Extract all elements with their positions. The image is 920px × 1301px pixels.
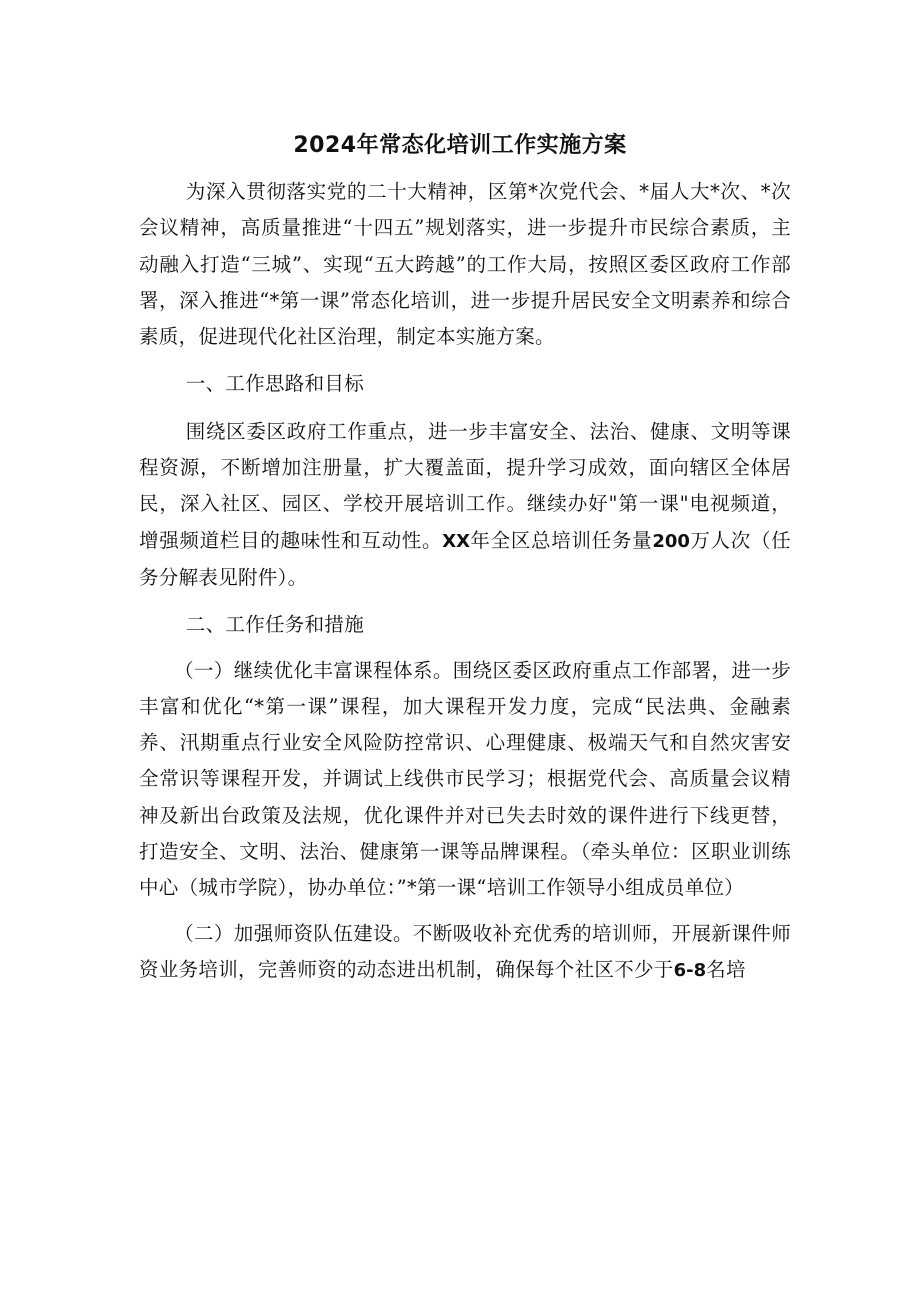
goals-text-c: 万人次（任务分解表见附件）。 <box>139 528 791 589</box>
section-heading-tasks: 二、工作任务和措施 <box>185 613 364 637</box>
tasks-item-1: （一）继续优化丰富课程体系。围绕区委区政府重点工作部署，进一步丰富和优化“*第一课”课程，加大课程开发力度，完成“民法典、金融素养、汛期重点行业安全风险防控常识、心理健康、极端天气和自然灾害安全常识等课程开发，并调试上线供市民学习；根据党代会、高质量会议精神及新出台政策及法规，优化课件并对已失去时效的课件进行下线更替，打造安全、文明、法治、健康第一课等品牌课程。（牵头单位：区职业训练中心（城市学院），协办单位：”*第一课“培训工作领导小组成员单位） <box>139 658 791 900</box>
intro-paragraph: 为深入贯彻落实党的二十大精神，区第*次党代会、*届人大*次、*次会议精神，高质量推进“十四五”规划落实，进一步提升市民综合素质，主动融入打造“三城”、实现“五大跨越”的工作大局，按照区委区政府工作部署，深入推进“*第一课”常态化培训，进一步提升居民安全文明素养和综合素质，促进现代化社区治理，制定本实施方案。 <box>139 180 791 349</box>
spacer <box>139 907 791 916</box>
item2-text-b: 名培 <box>706 957 746 981</box>
spacer <box>139 403 791 414</box>
section-heading-goals: 一、工作思路和目标 <box>185 372 364 396</box>
goals-paragraph <box>139 414 791 596</box>
goals-year: XX <box>442 530 470 552</box>
document-title: 2024年常态化培训工作实施方案 <box>293 133 627 158</box>
spacer <box>139 596 791 607</box>
item2-range: 6-8 <box>673 959 707 981</box>
goals-text-a: 围绕区委区政府工作重点，进一步丰富安全、法治、健康、文明等课程资源，不断增加注册量，扩大覆盖面，提升学习成效，面向辖区全体居民，深入社区、园区、学校开展培训工作。继续办好"第一课"电视频道，增强频道栏目的趣味性和互动性。 <box>139 419 791 552</box>
tasks-item-2 <box>139 916 791 990</box>
goals-text-b: 年全区总培训任务量 <box>469 528 653 552</box>
document-body <box>139 174 791 989</box>
goals-quota: 200 <box>652 530 690 552</box>
item2-text-a: （二）加强师资队伍建设。不断吸收补充优秀的培训师，开展新课件师资业务培训，完善师资的动态进出机制，确保每个社区不少于 <box>139 921 791 981</box>
spacer <box>139 355 791 366</box>
spacer <box>139 644 791 653</box>
